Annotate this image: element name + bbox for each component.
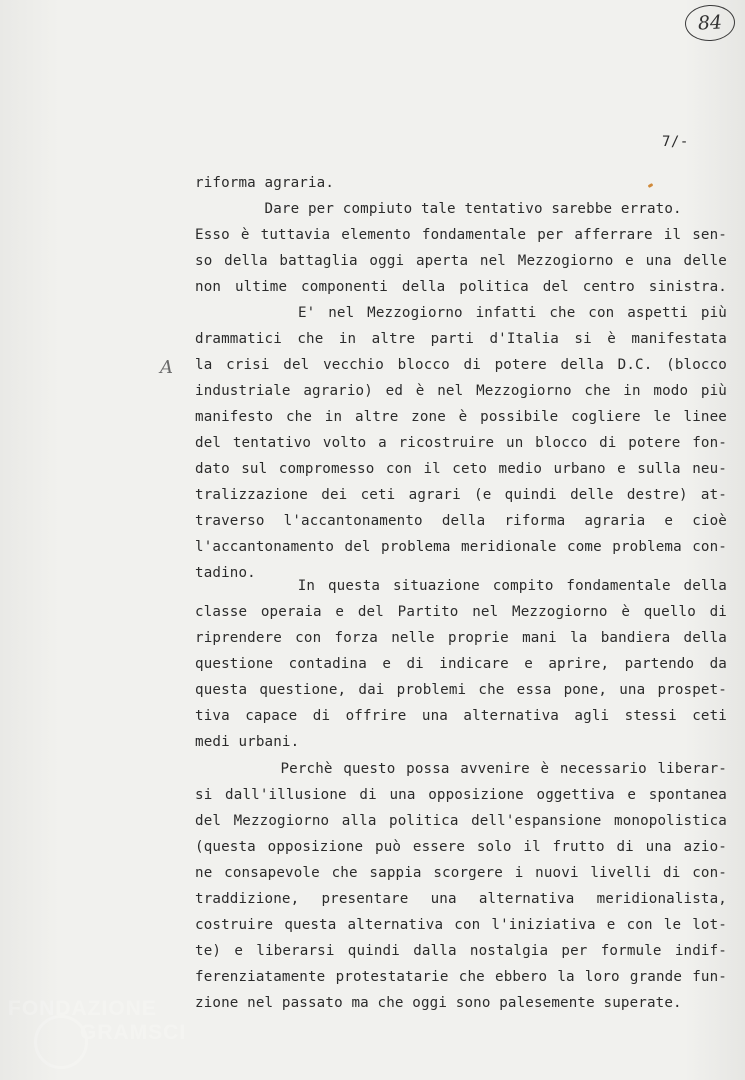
page-number: 7/- [662, 134, 689, 150]
fondazione-gramsci-watermark [8, 997, 193, 1077]
watermark-line1: FONDAZIONE [8, 997, 157, 1020]
text-line: manifesto che in altre zone è possibile cogliere le linee [195, 409, 727, 425]
watermark-logo-icon [34, 1015, 88, 1069]
margin-annotation: A [160, 357, 173, 378]
text-line: questa questione, dai problemi che essa pone, una prospet- [195, 682, 727, 698]
text-line: traverso l'accantonamento della riforma agraria e cioè [195, 513, 727, 529]
text-line: te) e liberarsi quindi dalla nostalgia per formule indif- [195, 943, 727, 959]
text-line: Perchè questo possa avvenire è necessario liberar- [195, 761, 727, 777]
watermark-line2: GRAMSCI [80, 1021, 187, 1044]
text-line: dato sul compromesso con il ceto medio urbano e sulla neu- [195, 461, 727, 477]
text-line: medi urbani. [195, 734, 300, 750]
text-line: Dare per compiuto tale tentativo sarebbe errato. [195, 201, 682, 217]
text-line: tralizzazione dei ceti agrari (e quindi delle destre) at- [195, 487, 727, 503]
text-line: traddizione, presentare una alternativa meridionalista, [195, 891, 727, 907]
text-line: tadino. [195, 565, 256, 581]
text-line: ferenziatamente protestatarie che ebbero la loro grande fun- [195, 969, 727, 985]
text-line: l'accantonamento del problema meridionale come problema con- [195, 539, 727, 555]
archive-number: 84 [697, 11, 723, 35]
text-line: tiva capace di offrire una alternativa agli stessi ceti [195, 708, 727, 724]
text-line: ne consapevole che sappia scorgere i nuovi livelli di con- [195, 865, 727, 881]
text-line: drammatici che in altre parti d'Italia si è manifestata [195, 331, 727, 347]
text-line: E' nel Mezzogiorno infatti che con aspetti più [195, 305, 727, 321]
text-line: so della battaglia oggi aperta nel Mezzogiorno e una delle [195, 253, 727, 269]
text-line: costruire questa alternativa con l'iniziativa e con le lot- [195, 917, 727, 933]
archive-number-stamp [684, 4, 736, 43]
text-line: riprendere con forza nelle proprie mani la bandiera della [195, 630, 727, 646]
text-line: classe operaia e del Partito nel Mezzogiorno è quello di [195, 604, 727, 620]
text-line: In questa situazione compito fondamentale della [195, 578, 727, 594]
text-line: del Mezzogiorno alla politica dell'espansione monopolistica [195, 813, 727, 829]
text-line: la crisi del vecchio blocco di potere della D.C. (blocco [195, 357, 727, 373]
text-line: (questa opposizione può essere solo il frutto di una azio- [195, 839, 727, 855]
text-line: zione nel passato ma che oggi sono palesemente superate. [195, 995, 682, 1011]
text-line: riforma agraria. [195, 175, 335, 191]
text-line: non ultime componenti della politica del centro sinistra. [195, 279, 727, 295]
text-line: questione contadina e di indicare e aprire, partendo da [195, 656, 727, 672]
text-line: industriale agrario) ed è nel Mezzogiorno che in modo più [195, 383, 727, 399]
text-line: Esso è tuttavia elemento fondamentale per afferrare il sen- [195, 227, 727, 243]
text-line: del tentativo volto a ricostruire un blocco di potere fon- [195, 435, 727, 451]
text-line: si dall'illusione di una opposizione oggettiva e spontanea [195, 787, 727, 803]
